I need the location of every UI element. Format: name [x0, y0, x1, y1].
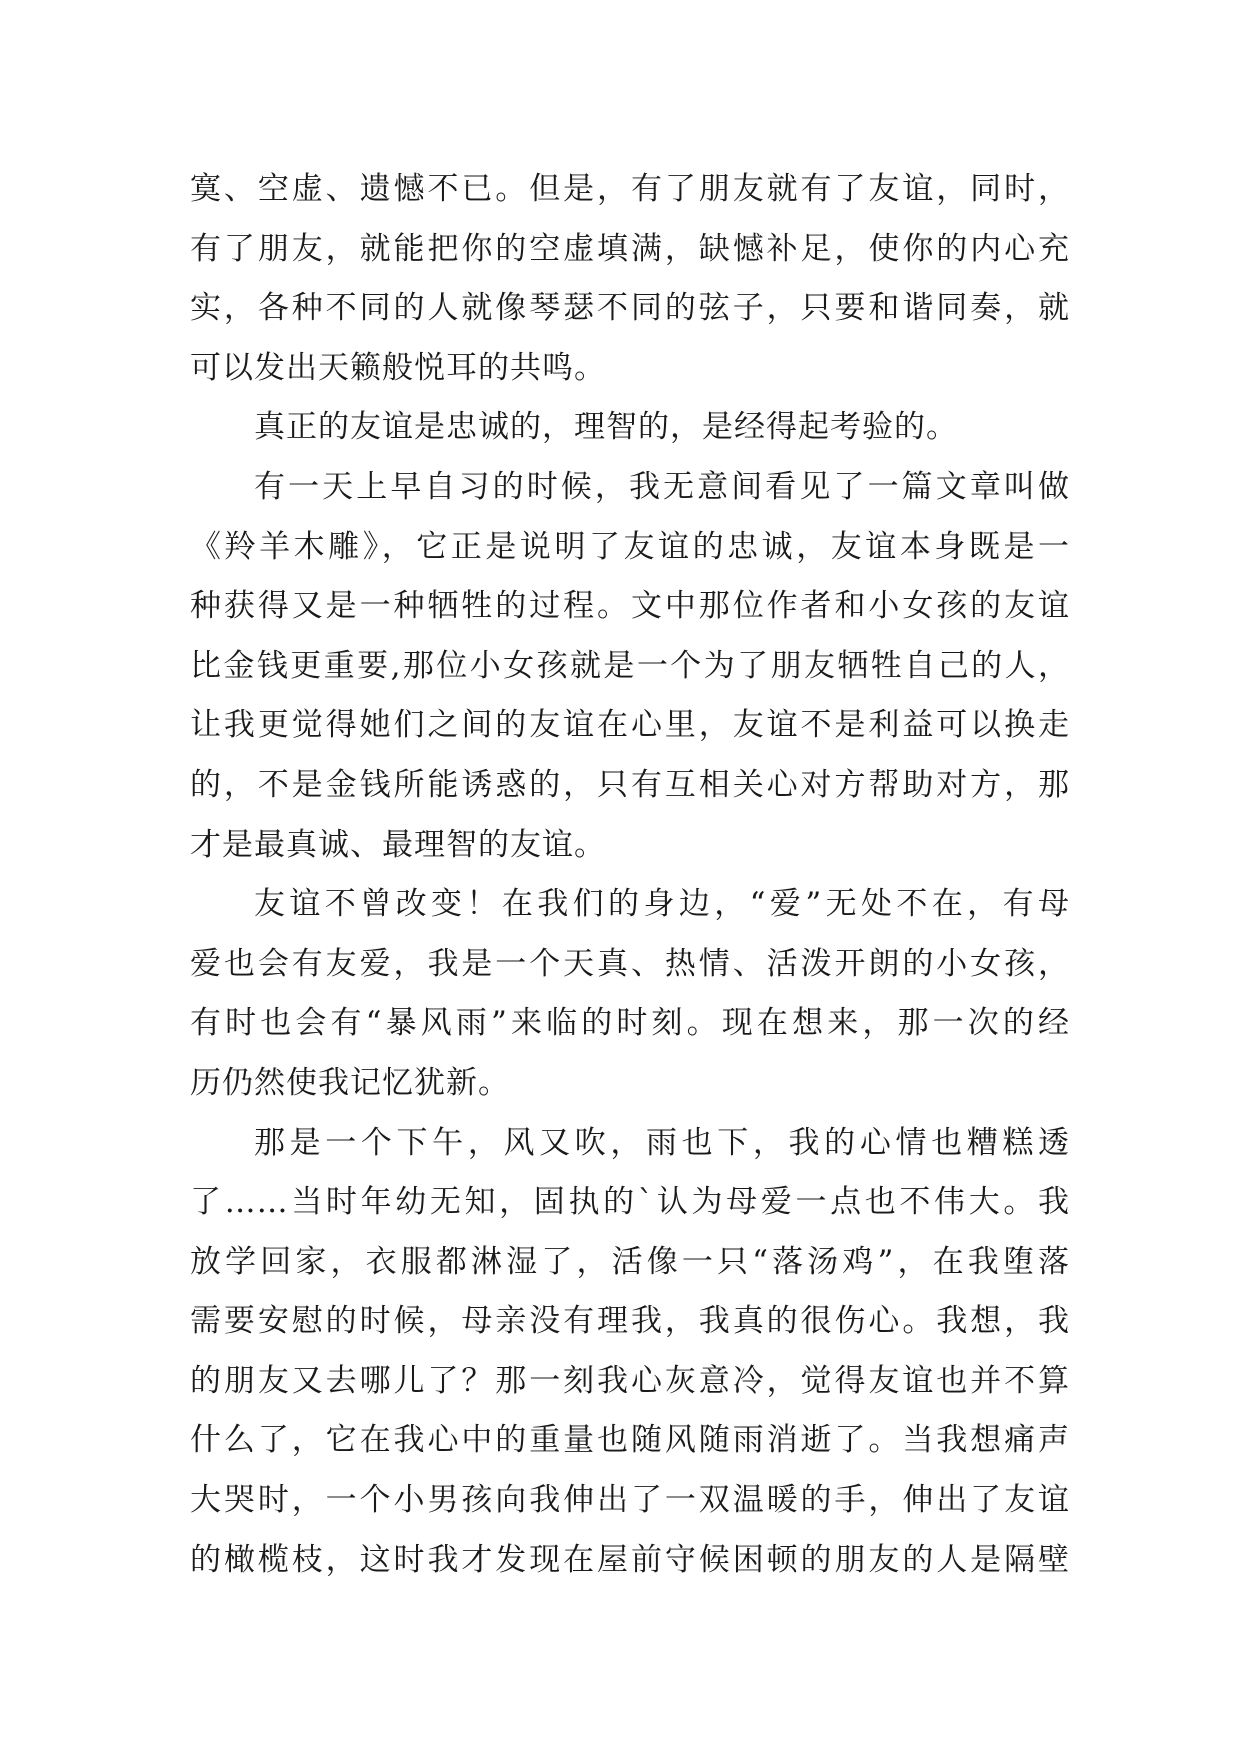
text-line: 比金钱更重要,那位小女孩就是一个为了朋友牺牲自己的人， [190, 647, 1070, 684]
paragraph-first-line: 那是一个下午，风又吹，雨也下，我的心情也糟糕透 [254, 1124, 1070, 1161]
text-line: 需要安慰的时候，母亲没有理我，我真的很伤心。我想，我 [190, 1303, 1070, 1340]
text-line: 有了朋友，就能把你的空虚填满，缺憾补足，使你的内心充 [190, 230, 1070, 267]
text-line: 大哭时，一个小男孩向我伸出了一双温暖的手，伸出了友谊 [190, 1482, 1070, 1519]
text-line: 寞、空虚、遗憾不已。但是，有了朋友就有了友谊，同时， [190, 171, 1070, 207]
paragraph-first-line: 友谊不曾改变！在我们的身边，“爱”无处不在，有母 [254, 886, 1070, 923]
paragraph-first-line: 真正的友谊是忠诚的，理智的，是经得起考验的。 [254, 409, 958, 446]
text-line: 实，各种不同的人就像琴瑟不同的弦子，只要和谐同奏，就 [190, 290, 1070, 327]
text-line: 的橄榄枝，这时我才发现在屋前守候困顿的朋友的人是隔壁 [190, 1541, 1070, 1578]
paragraph-first-line: 有一天上早自习的时候，我无意间看见了一篇文章叫做 [254, 468, 1070, 505]
text-line: 爱也会有友爱，我是一个天真、热情、活泼开朗的小女孩， [190, 945, 1070, 982]
text-line: 种获得又是一种牺牲的过程。文中那位作者和小女孩的友谊 [190, 588, 1070, 625]
text-line: 的，不是金钱所能诱惑的，只有互相关心对方帮助对方，那 [190, 766, 1070, 803]
text-line: 可以发出天籁般悦耳的共鸣。 [190, 349, 606, 386]
text-line: 历仍然使我记忆犹新。 [190, 1064, 510, 1101]
text-line: 《羚羊木雕》，它正是说明了友谊的忠诚，友谊本身既是一 [190, 528, 1070, 565]
text-line: 了……当时年幼无知，固执的`认为母爱一点也不伟大。我 [190, 1184, 1070, 1221]
text-line: 才是最真诚、最理智的友谊。 [190, 826, 606, 863]
text-line: 的朋友又去哪儿了？那一刻我心灰意冷，觉得友谊也并不算 [190, 1362, 1070, 1399]
text-line: 什么了，它在我心中的重量也随风随雨消逝了。当我想痛声 [190, 1422, 1070, 1459]
text-line: 让我更觉得她们之间的友谊在心里，友谊不是利益可以换走 [190, 707, 1070, 744]
text-line: 放学回家，衣服都淋湿了，活像一只“落汤鸡”，在我堕落 [190, 1243, 1070, 1280]
text-line: 有时也会有“暴风雨”来临的时刻。现在想来，那一次的经 [190, 1005, 1070, 1042]
document-body [190, 160, 1070, 1590]
